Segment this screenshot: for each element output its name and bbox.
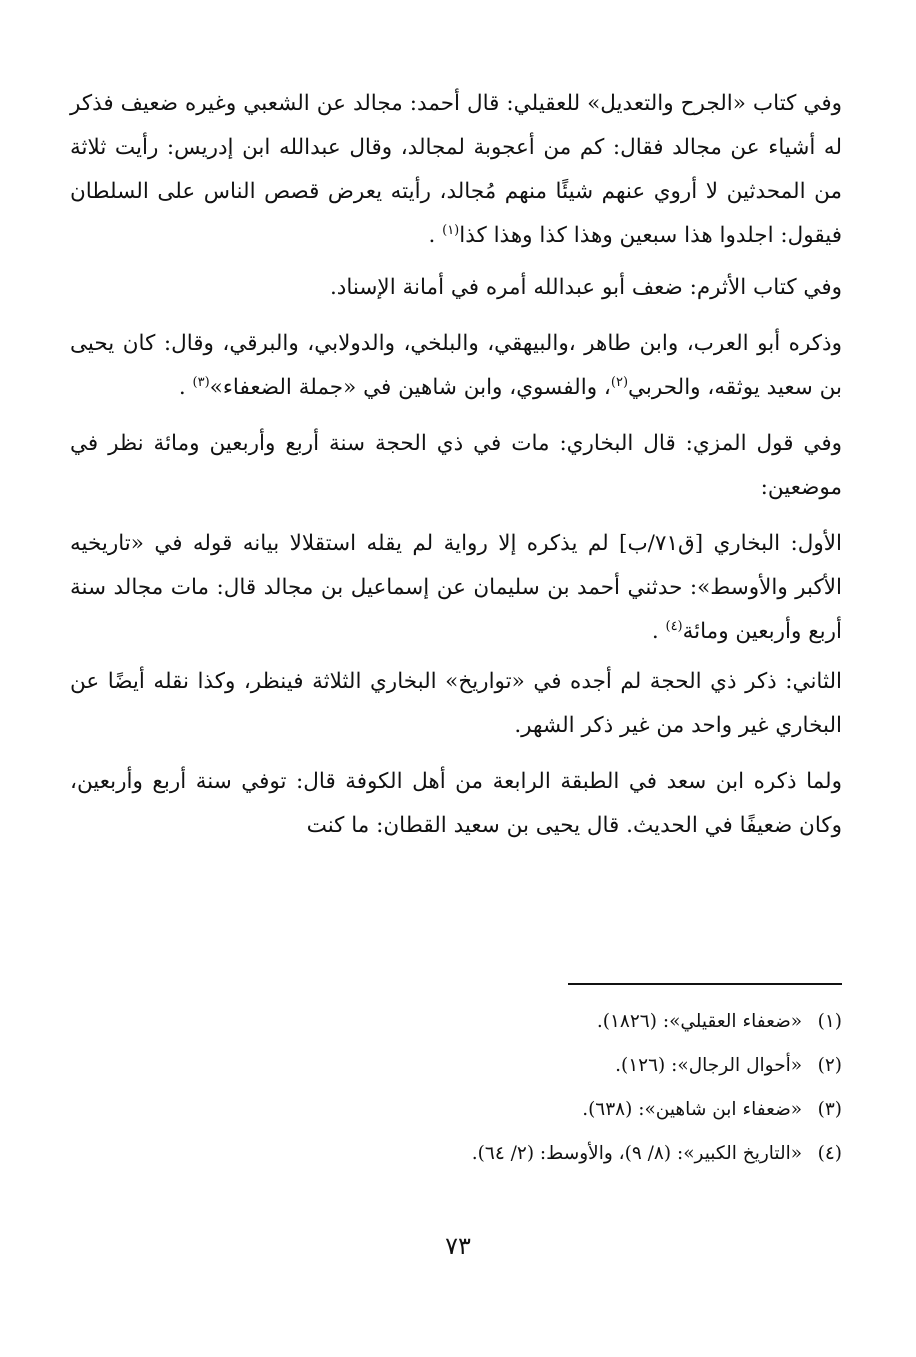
paragraph-tail: . <box>428 223 443 248</box>
paragraph-mid: ، والفسوي، وابن شاهين في «جملة الضعفاء» <box>209 375 611 400</box>
paragraph-text: الأول: البخاري [ق٧١/ب] لم يذكره إلا رواية لم يقله استقلالا بيانه قوله في «تاريخيه الأكبر والأوسط»: حدثني أحمد بن سليمان عن إسماعيل بن مجالد قال: مات مجالد سنة أربع وأربعين ومائة <box>70 531 842 644</box>
paragraph-tail: . <box>178 375 193 400</box>
paragraph-text: وفي قول المزي: قال البخاري: مات في ذي الحجة سنة أربع وأربعين ومائة نظر في موضعين: <box>70 431 842 500</box>
paragraph-text: وفي كتاب الأثرم: ضعف أبو عبدالله أمره في أمانة الإسناد. <box>329 275 842 300</box>
paragraph-athram <box>70 266 842 310</box>
footnote-number: (٤) <box>817 1143 842 1164</box>
page-number: ٧٣ <box>445 1232 471 1260</box>
footnote-ref-3: (٣) <box>192 374 210 390</box>
footnote-number: (١) <box>817 1011 842 1032</box>
paragraph-text: الثاني: ذكر ذي الحجة لم أجده في «تواريخ» البخاري الثلاثة فينظر، وكذا نقله أيضًا عن البخاري غير واحد من غير ذكر الشهر. <box>70 669 842 738</box>
footnote-ref-2: (٢) <box>610 374 629 390</box>
footnote-number: (٢) <box>817 1055 842 1076</box>
paragraph-text: وذكره أبو العرب، وابن طاهر ،والبيهقي، والبلخي، والدولابي، والبرقي، وقال: كان يحيى بن سعيد يوثقه، والحربي <box>70 331 842 400</box>
paragraph-second-point <box>70 660 842 748</box>
paragraph-mizzi <box>70 422 842 510</box>
paragraph-dhakarahu <box>70 322 842 410</box>
footnote-ref-4: (٤) <box>665 618 683 634</box>
footnote-ref-1: (١) <box>442 222 460 238</box>
paragraph-tail: . <box>651 619 666 644</box>
paragraph-aqili <box>70 82 842 258</box>
footnote-3 <box>70 1088 842 1132</box>
main-text <box>70 82 842 860</box>
paragraph-text: ولما ذكره ابن سعد في الطبقة الرابعة من أهل الكوفة قال: توفي سنة أربع وأربعين، وكان ضعيفًا في الحديث. قال يحيى بن سعيد القطان: ما كنت <box>70 769 842 838</box>
footnote-text: «التاريخ الكبير»: (٨/ ٩)، والأوسط: (٢/ ٦٤). <box>471 1143 803 1164</box>
footnote-text: «ضعفاء العقيلي»: (١٨٢٦). <box>596 1011 803 1032</box>
footnote-number: (٣) <box>817 1099 842 1120</box>
footnote-4 <box>70 1132 842 1176</box>
footnote-text: «أحوال الرجال»: (١٢٦). <box>615 1055 803 1076</box>
footnote-1 <box>70 1000 842 1044</box>
paragraph-text: وفي كتاب «الجرح والتعديل» للعقيلي: قال أحمد: مجالد عن الشعبي وغيره ضعيف فذكر له أشياء عن مجالد فقال: كم من أعجوبة لمجالد، وقال عبدالله ابن إدريس: رأيت ثلاثة من المحدثين لا أروي عنهم شيئًا منهم مُجالد، رأيته يعرض قصص الناس على السلطان فيقول: اجلدوا هذا سبعين وهذا كذا وهذا كذا <box>70 91 842 248</box>
footnote-2 <box>70 1044 842 1088</box>
footnote-divider <box>568 983 842 985</box>
paragraph-ibn-saad <box>70 760 842 848</box>
footnote-text: «ضعفاء ابن شاهين»: (٦٣٨). <box>582 1099 803 1120</box>
footnotes <box>70 1000 842 1176</box>
paragraph-first-point <box>70 522 842 654</box>
